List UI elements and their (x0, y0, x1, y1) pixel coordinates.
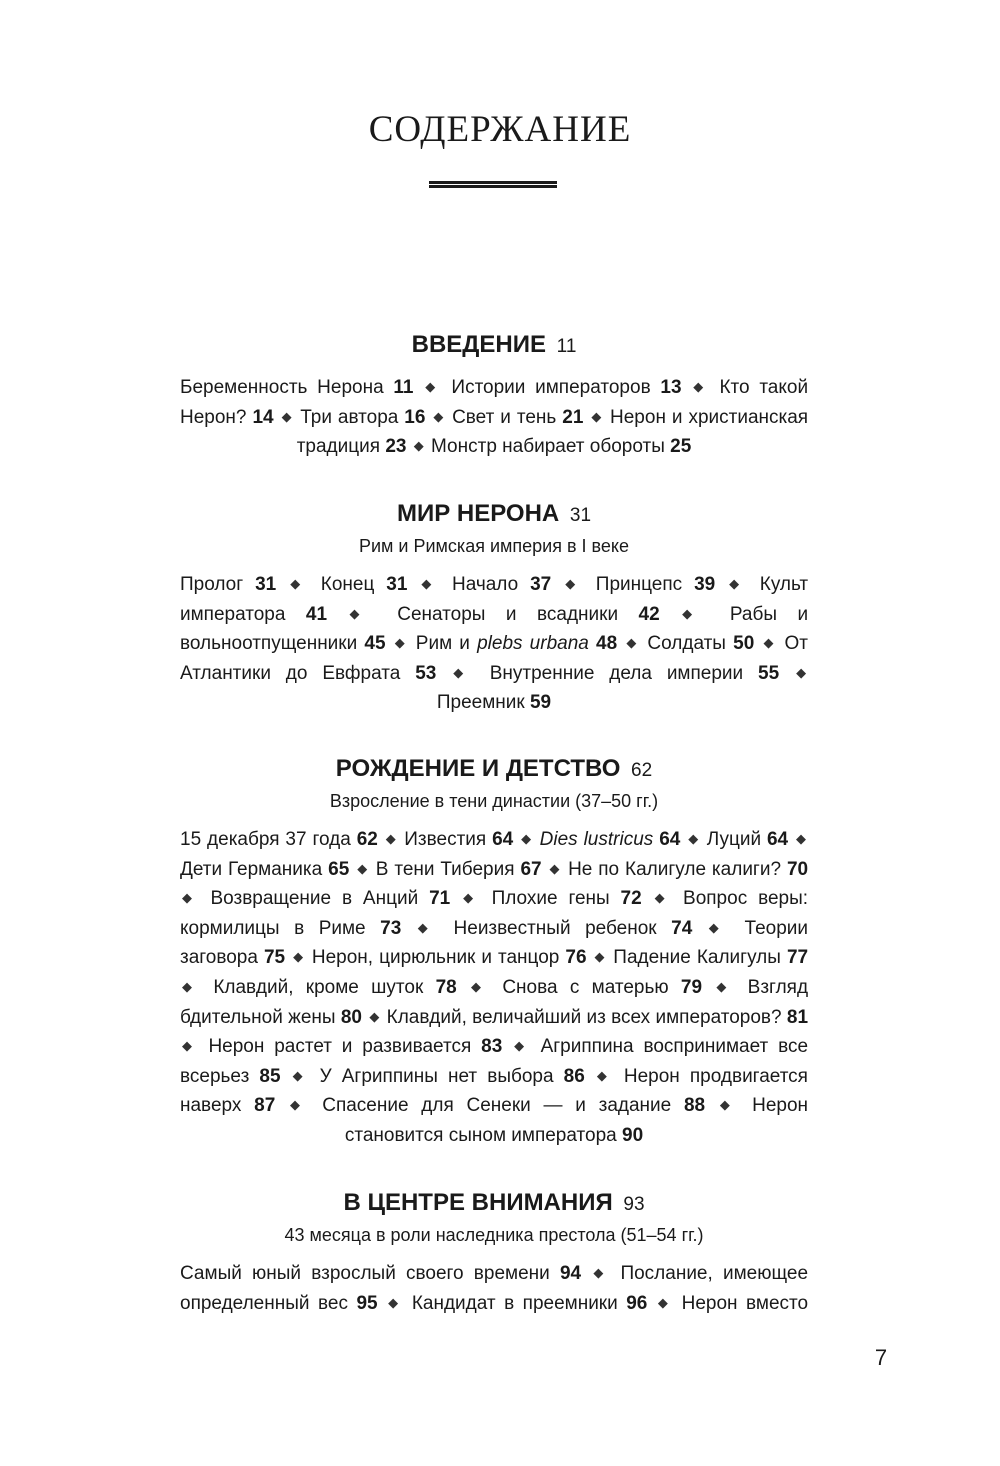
diamond-separator-icon: ◆ (388, 1294, 402, 1310)
entry-page-number: 78 (435, 976, 457, 998)
entry-title: Нерон, цирюльник и танцор (311, 947, 560, 969)
entry-title: Сенаторы и всадники (397, 603, 619, 625)
entry-title: Истории императоров (451, 377, 651, 398)
entry-page-number: 50 (733, 633, 755, 655)
entry-page-number: 45 (364, 633, 386, 655)
entry-page-number: 76 (565, 947, 587, 969)
section-heading[interactable] (180, 499, 808, 531)
diamond-separator-icon: ◆ (281, 408, 293, 424)
entry-title: Конец (320, 574, 375, 595)
section-heading[interactable] (180, 330, 808, 362)
entry-page-number: 64 (492, 829, 514, 850)
section-entries (180, 571, 808, 718)
section-page-number: 93 (623, 1194, 645, 1215)
entry-title: Внутренние дела империи (489, 662, 744, 684)
entry-page-number: 88 (683, 1095, 706, 1117)
diamond-separator-icon: ◆ (763, 635, 776, 651)
entry-title: Нерон вместо (681, 1292, 809, 1314)
section-title: МИР НЕРОНА (396, 500, 560, 527)
toc-entry[interactable] (437, 692, 551, 713)
entry-page-number: 80 (340, 1006, 362, 1028)
toc-entry[interactable] (208, 1036, 502, 1057)
section-introduction (180, 330, 808, 463)
entry-title: В тени Тиберия (375, 858, 515, 880)
toc-entry[interactable] (180, 377, 413, 398)
toc-entry[interactable] (568, 859, 808, 880)
entry-page-number: 83 (481, 1036, 503, 1058)
diamond-separator-icon: ◆ (708, 919, 729, 935)
entry-title: Клавдий, кроме шуток (213, 976, 424, 998)
section-subtitle: 43 месяца в роли наследника престола (51–54 гг.) (284, 1225, 704, 1245)
diamond-separator-icon: ◆ (349, 605, 375, 621)
entry-title: Солдаты (647, 633, 726, 655)
entry-page-number: 87 (254, 1095, 276, 1117)
entry-title: Пролог (180, 574, 244, 595)
entry-title: Известия (404, 829, 487, 850)
entry-page-number: 16 (404, 406, 426, 428)
entry-title: 15 декабря 37 года (180, 829, 351, 850)
entry-title: Самый юный взрослый своего времени (180, 1263, 550, 1284)
entry-title-italic: Dies lustricus (539, 829, 654, 850)
diamond-separator-icon: ◆ (716, 978, 734, 994)
entry-title: Дети Германика (180, 858, 323, 880)
entry-page-number: 31 (386, 574, 408, 595)
diamond-separator-icon: ◆ (521, 831, 532, 846)
entry-title: Клавдий, величайший из всех императоров? (386, 1006, 782, 1028)
diamond-separator-icon: ◆ (433, 408, 445, 424)
entry-page-number: 64 (659, 829, 681, 850)
diamond-separator-icon: ◆ (719, 1097, 738, 1113)
diamond-separator-icon: ◆ (693, 379, 708, 394)
entry-page-number: 25 (670, 436, 692, 458)
entry-title: Плохие гены (491, 888, 610, 910)
entry-page-number: 74 (671, 917, 693, 939)
entry-title: Принцепс (595, 574, 683, 595)
diamond-separator-icon: ◆ (688, 831, 699, 846)
diamond-separator-icon: ◆ (593, 1265, 609, 1280)
toc-entry[interactable] (397, 604, 659, 625)
entry-page-number: 95 (356, 1292, 378, 1314)
toc-entry[interactable] (492, 888, 642, 909)
entry-page-number: 85 (259, 1065, 281, 1087)
entry-title: Преемник (436, 692, 525, 714)
toc-entry[interactable] (387, 1007, 808, 1028)
entry-page-number: 75 (263, 947, 286, 969)
diamond-separator-icon: ◆ (425, 379, 440, 394)
entry-page-number: 79 (680, 976, 703, 998)
entry-title: Кто такой Нерон? (180, 377, 809, 428)
toc-entry[interactable] (180, 1263, 581, 1284)
toc-entry[interactable] (180, 859, 349, 880)
diamond-separator-icon: ◆ (654, 890, 671, 906)
diamond-separator-icon: ◆ (594, 949, 606, 965)
entry-page-number: 13 (660, 377, 682, 398)
entry-title: Возвращение в Анций (210, 888, 419, 910)
page-number: 7 (874, 1345, 888, 1370)
toc-entry[interactable] (502, 977, 702, 998)
toc-entry[interactable] (452, 574, 551, 595)
diamond-separator-icon: ◆ (413, 438, 424, 454)
diamond-separator-icon: ◆ (182, 1038, 197, 1054)
entry-title: Теории заговора (180, 917, 808, 969)
toc-entry[interactable] (451, 377, 681, 398)
entry-page-number: 70 (786, 858, 809, 880)
entry-title: Беременность Нерона (180, 377, 384, 398)
entry-title-italic: plebs urbana (477, 633, 589, 655)
entry-title: Взгляд бдительной жены (180, 976, 809, 1028)
section-page-number: 11 (556, 336, 577, 357)
entry-page-number: 37 (530, 574, 552, 595)
diamond-separator-icon: ◆ (421, 576, 439, 591)
entry-title: Три автора (300, 406, 399, 428)
diamond-separator-icon: ◆ (290, 576, 307, 591)
entry-title: Не по Калигуле калиги? (568, 858, 782, 880)
title-double-rule (429, 181, 557, 188)
toc-entry[interactable] (320, 1066, 585, 1087)
entry-title: Вопрос веры: кормилицы в Риме (180, 888, 809, 939)
toc-entry[interactable] (180, 829, 378, 850)
toc-entry[interactable] (412, 1293, 648, 1314)
entry-page-number: 42 (638, 603, 660, 625)
toc-entry[interactable] (322, 1095, 705, 1116)
entry-page-number: 11 (393, 377, 414, 398)
entry-page-number: 77 (786, 947, 809, 969)
entry-title: Нерон продвигается наверх (180, 1065, 808, 1117)
toc-entry[interactable] (180, 574, 276, 595)
section-entries (180, 1260, 808, 1319)
toc-entry[interactable] (682, 1293, 808, 1314)
entry-title: Монстр набирает обороты (431, 436, 665, 458)
entry-title: Послание, имеющее определенный вес (180, 1263, 809, 1314)
section-entries (180, 374, 808, 463)
entry-page-number: 21 (562, 406, 584, 428)
entry-title: Рим и (415, 633, 478, 655)
section-page-number: 31 (569, 505, 592, 526)
entry-page-number: 53 (415, 662, 437, 684)
section-heading[interactable] (180, 754, 808, 786)
entry-page-number: 73 (380, 917, 402, 939)
diamond-separator-icon: ◆ (514, 1038, 529, 1054)
toc-entry[interactable] (321, 574, 408, 595)
entry-page-number: 81 (786, 1006, 809, 1028)
entry-page-number: 55 (758, 662, 780, 684)
toc-entry[interactable] (376, 859, 542, 880)
diamond-separator-icon: ◆ (729, 576, 746, 591)
diamond-separator-icon: ◆ (394, 635, 407, 651)
diamond-separator-icon: ◆ (591, 408, 603, 424)
diamond-separator-icon: ◆ (549, 860, 561, 876)
section-title: ВВЕДЕНИЕ (411, 331, 546, 358)
diamond-separator-icon: ◆ (385, 831, 397, 846)
toc-entry[interactable] (300, 407, 425, 428)
section-birth-childhood (180, 754, 808, 1151)
section-nero-world (180, 499, 808, 718)
entry-title: Снова с матерью (502, 976, 669, 998)
entry-page-number: 90 (622, 1124, 644, 1146)
entry-title: От Атлантики до Евфрата (180, 633, 808, 684)
entry-title: Нерон становится сыном императора (344, 1095, 809, 1146)
diamond-separator-icon: ◆ (596, 1067, 612, 1083)
entry-title: Нерон растет и развивается (208, 1036, 472, 1058)
toc-entry[interactable] (540, 829, 681, 850)
section-subtitle: Рим и Римская империя в I веке (359, 536, 629, 556)
toc-entry[interactable] (596, 574, 715, 595)
section-title: РОЖДЕНИЕ И ДЕТСТВО (335, 755, 621, 782)
entry-title: Спасение для Сенеки — и задание (322, 1095, 672, 1117)
page-title: СОДЕРЖАНИЕ (368, 109, 632, 150)
toc-entry[interactable] (404, 829, 513, 850)
diamond-separator-icon: ◆ (796, 831, 807, 846)
entry-page-number: 14 (252, 406, 274, 428)
toc-entry[interactable] (707, 829, 788, 850)
diamond-separator-icon: ◆ (369, 1008, 380, 1024)
entry-page-number: 64 (766, 829, 789, 850)
toc-entry[interactable] (416, 633, 617, 654)
diamond-separator-icon: ◆ (682, 605, 708, 621)
diamond-separator-icon: ◆ (565, 576, 582, 591)
entry-title: Кандидат в преемники (411, 1292, 618, 1314)
entry-title: Культ императора (180, 574, 809, 625)
diamond-separator-icon: ◆ (357, 860, 368, 876)
toc-entry[interactable] (452, 407, 583, 428)
entry-page-number: 31 (255, 574, 277, 595)
entry-page-number: 67 (520, 858, 542, 880)
diamond-separator-icon: ◆ (292, 1067, 308, 1083)
entry-title: Свет и тень (452, 406, 557, 428)
entry-page-number: 59 (529, 692, 552, 714)
entry-title: Начало (451, 574, 519, 595)
entry-page-number: 62 (356, 829, 378, 850)
diamond-separator-icon: ◆ (293, 949, 304, 965)
diamond-separator-icon: ◆ (657, 1294, 672, 1310)
section-page-number: 62 (631, 760, 653, 781)
entry-title: Агриппина воспринимает все всерьез (180, 1036, 809, 1087)
entry-page-number: 65 (328, 858, 350, 880)
diamond-separator-icon: ◆ (463, 890, 479, 906)
entry-title: Падение Калигулы (613, 947, 781, 969)
toc-entry[interactable] (613, 947, 808, 968)
entry-page-number: 86 (563, 1065, 585, 1087)
diamond-separator-icon: ◆ (626, 635, 639, 651)
toc-entry[interactable] (213, 977, 456, 998)
diamond-separator-icon: ◆ (182, 890, 198, 906)
entry-title: Неизвестный ребенок (453, 917, 657, 939)
entry-page-number: 94 (559, 1263, 582, 1284)
entry-title: Луций (706, 829, 762, 850)
diamond-separator-icon: ◆ (453, 664, 473, 680)
entry-page-number: 96 (626, 1292, 648, 1314)
entry-page-number: 23 (385, 436, 407, 458)
toc-entry[interactable] (431, 436, 691, 457)
section-entries (180, 826, 808, 1151)
section-in-focus (180, 1188, 808, 1319)
toc-entry[interactable] (210, 888, 450, 909)
diamond-separator-icon: ◆ (796, 664, 807, 680)
toc-entry[interactable] (490, 663, 779, 684)
entry-page-number: 39 (694, 574, 716, 595)
entry-page-number: 48 (596, 633, 618, 655)
entry-title: Нерон и христианская традиция (296, 406, 809, 458)
entry-title: У Агриппины нет выбора (319, 1065, 554, 1087)
diamond-separator-icon: ◆ (290, 1097, 308, 1113)
diamond-separator-icon: ◆ (471, 978, 489, 994)
diamond-separator-icon: ◆ (417, 919, 438, 935)
entry-page-number: 41 (305, 603, 328, 625)
entry-page-number: 72 (620, 888, 642, 910)
section-heading[interactable] (180, 1188, 808, 1220)
entry-page-number: 71 (429, 888, 451, 910)
section-subtitle: Взросление в тени династии (37–50 гг.) (329, 791, 659, 811)
toc-entry[interactable] (647, 633, 754, 654)
toc-entry[interactable] (454, 918, 693, 939)
diamond-separator-icon: ◆ (182, 978, 200, 994)
section-title: В ЦЕНТРЕ ВНИМАНИЯ (343, 1189, 613, 1216)
entry-title: Рабы и вольноотпущенники (180, 603, 809, 655)
toc-entry[interactable] (312, 947, 587, 968)
